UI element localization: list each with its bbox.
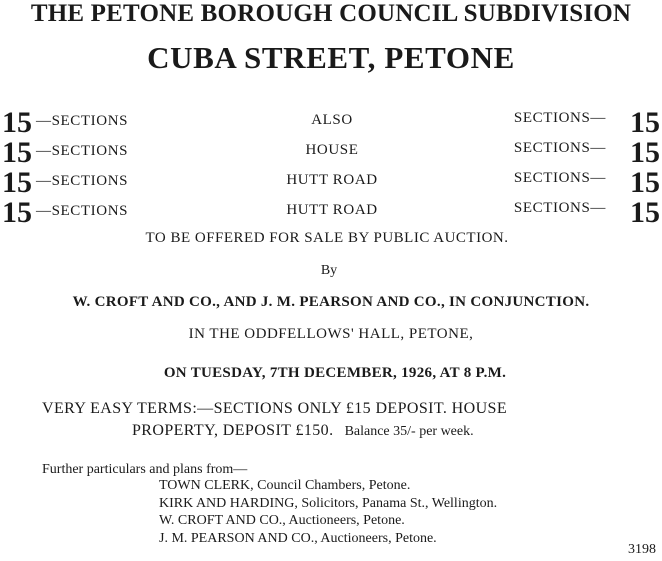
contact-item: J. M. PEARSON AND CO., Auctioneers, Petone. [159,530,437,546]
terms-line-2 [132,420,474,440]
offer-line: TO BE OFFERED FOR SALE BY PUBLIC AUCTION. [145,230,509,246]
middle-label: HUTT ROAD [286,202,378,218]
right-label: SECTIONS— [513,200,606,216]
middle-label: ALSO [311,112,353,128]
left-label: —SECTIONS [36,143,129,159]
advert-subtitle: CUBA STREET, PETONE [147,40,515,75]
contact-item: TOWN CLERK, Council Chambers, Petone. [159,478,411,493]
advert-title: THE PETONE BOROUGH COUNCIL SUBDIVISION [30,0,632,27]
terms-deposit: PROPERTY, DEPOSIT £150. [132,422,334,439]
right-count: 15 [630,136,660,169]
reference-number: 3198 [628,542,656,557]
section-row [0,108,662,138]
contacts-list [159,477,497,547]
terms-balance: Balance 35/- per week. [344,424,474,439]
left-count: 15 [2,106,32,139]
particulars-intro: Further particulars and plans from— [42,462,248,477]
right-count: 15 [630,166,660,199]
auctioneers-line: W. CROFT AND CO., AND J. M. PEARSON AND CO., IN CONJUNCTION. [72,294,590,310]
middle-label: HOUSE [305,142,359,158]
right-label: SECTIONS— [513,110,606,126]
by-line: By [320,263,338,278]
left-label: —SECTIONS [36,173,129,189]
left-label: —SECTIONS [36,203,129,219]
contact-item: W. CROFT AND CO., Auctioneers, Petone. [159,513,405,528]
right-label: SECTIONS— [513,170,606,186]
terms-line-1: VERY EASY TERMS:—SECTIONS ONLY £15 DEPOSIT. HOUSE [42,400,507,417]
left-label: —SECTIONS [36,113,129,129]
right-count: 15 [630,106,660,139]
venue-line: IN THE ODDFELLOWS' HALL, PETONE, [188,326,474,342]
left-count: 15 [2,166,32,199]
section-row [0,138,662,168]
middle-label: HUTT ROAD [286,172,378,188]
contact-item: KIRK AND HARDING, Solicitors, Panama St., Wellington. [159,495,498,511]
section-row [0,168,662,198]
right-count: 15 [630,196,660,229]
date-line: ON TUESDAY, 7TH DECEMBER, 1926, AT 8 P.M. [163,365,507,381]
left-count: 15 [2,196,32,229]
right-label: SECTIONS— [513,140,606,156]
section-row [0,198,662,228]
left-count: 15 [2,136,32,169]
